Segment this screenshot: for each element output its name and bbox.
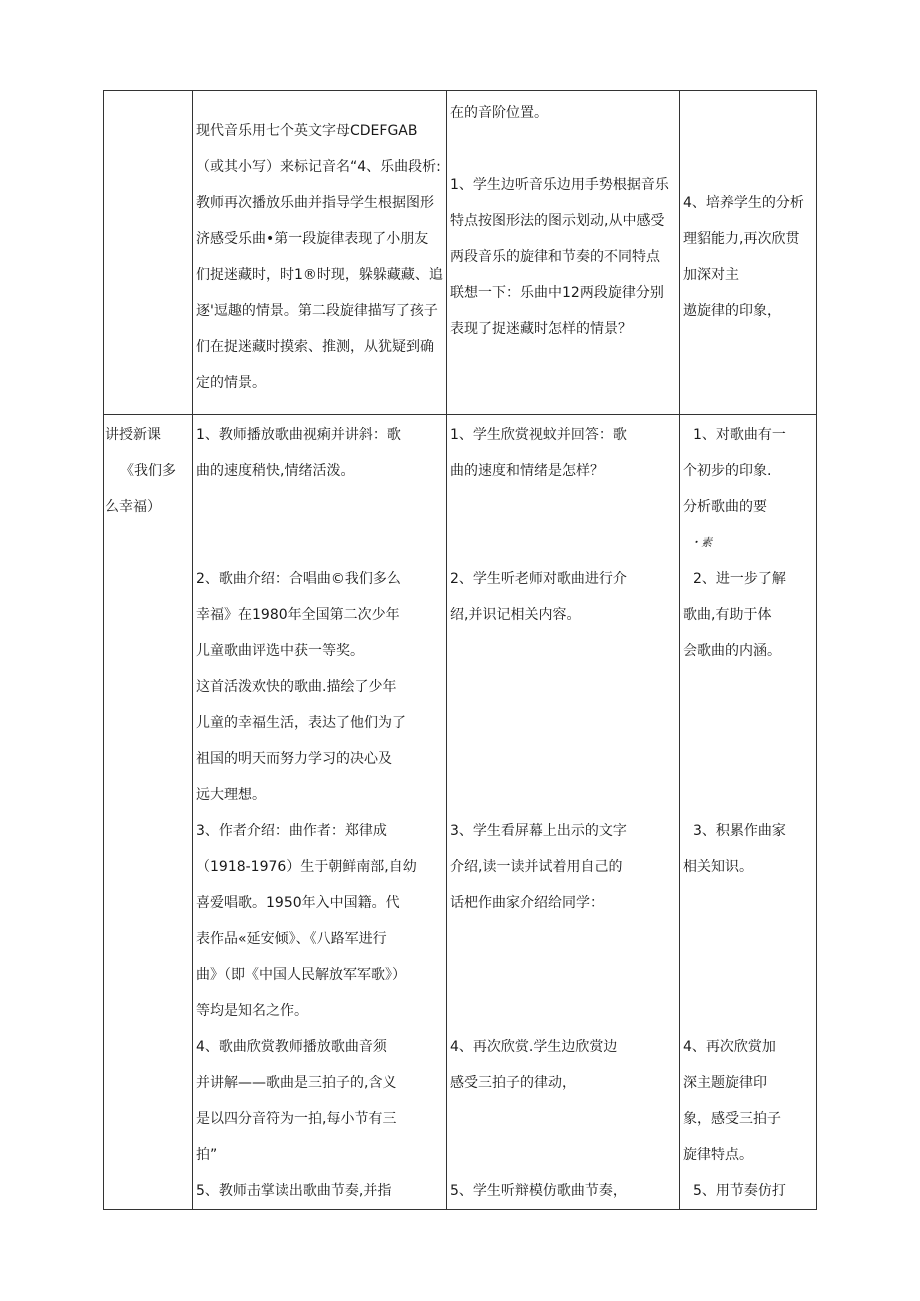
text-line: 绍,并识记相关内容。 [450, 607, 581, 623]
text-line: 联想一下：乐曲中12两段旋律分别 [450, 285, 664, 301]
text-line: 幸福》在1980年全国第二次少年 [196, 607, 400, 623]
text-line: 特点按图形法的图示划动,从中感受 [450, 213, 665, 229]
text-line: 介绍,读一读并试着用自己的 [450, 859, 623, 875]
text-line: 象，感受三拍子 [683, 1111, 781, 1127]
text-line: 相关知识。 [683, 859, 753, 875]
text-line: 并讲解——歌曲是三拍子的,含义 [196, 1075, 397, 1091]
text-line: 1、教师播放歌曲视痢并讲斜：歌 [196, 427, 401, 443]
text-line: 远大理想。 [196, 787, 266, 803]
text-line: 讲授新课 [105, 427, 161, 443]
text-line: 加深对主 [683, 267, 739, 283]
text-line: 1、对歌曲有一 [693, 427, 786, 443]
text-line: 5、学生听辩模仿歌曲节奏， [450, 1183, 627, 1199]
text-line: 教师再次播放乐曲并指导学生根据图形 [196, 195, 434, 211]
text-line: 5、用节奏仿打 [693, 1183, 786, 1199]
text-line: 现代音乐用七个英文字母CDEFGAB [196, 123, 418, 139]
text-line: 3、学生看屏幕上出示的文字 [450, 823, 627, 839]
text-line: 表现了捉迷藏时怎样的情景？ [450, 321, 632, 337]
table-border-right [816, 90, 817, 1210]
text-line: 济感受乐曲•第一段旋律表现了小朋友 [196, 231, 429, 247]
text-line: 这首活泼欢快的歌曲.描绘了少年 [196, 679, 397, 695]
text-line: 曲的速度稍快,情绪活泼。 [196, 463, 355, 479]
text-line: 两段音乐的旋律和节奏的不同特点 [450, 249, 660, 265]
text-line: 3、积累作曲家 [693, 823, 786, 839]
text-line: 《我们多 [120, 463, 176, 479]
text-line: 定的情景。 [196, 375, 266, 391]
table-border-top [103, 90, 817, 91]
text-line: 2、歌曲介绍：合唱曲©我们多么 [196, 571, 401, 587]
text-line: 歌曲,有助于体 [683, 607, 772, 623]
text-line: 1、学生边听音乐边用手势根据音乐 [450, 177, 669, 193]
text-line: 儿童歌曲评选中获一等奖。 [196, 643, 364, 659]
text-line: 曲的速度和情绪是怎样？ [450, 463, 604, 479]
text-line: 们在捉迷藏时摸索、推测，从犹疑到确 [196, 339, 434, 355]
text-line: ・素 [690, 536, 712, 549]
text-line: （或其小写）来标记音名“4、乐曲段析: [196, 159, 441, 175]
text-line: 儿童的幸福生活，表达了他们为了 [196, 715, 406, 731]
text-line: 在的音阶位置。 [450, 105, 548, 121]
text-line: 分析歌曲的要 [683, 499, 767, 515]
text-line: 个初步的印象. [683, 463, 772, 479]
text-line: 遨旋律的印象， [683, 303, 781, 319]
text-line: 1、学生欣赏视蚊并回答：歌 [450, 427, 627, 443]
text-line: 拍” [196, 1147, 218, 1163]
text-line: 祖国的明天而努力学习的决心及 [196, 751, 392, 767]
column-divider-2 [446, 90, 447, 1210]
text-line: 5、教师击掌读出歌曲节奏,并指 [196, 1183, 392, 1199]
text-line: 理貂能力,再次欣贯 [683, 231, 800, 247]
text-line: 曲》（即《中国人民解放军军歌》） [196, 967, 406, 983]
text-line: 4、再次欣赏加 [683, 1039, 776, 1055]
table-border-left [103, 90, 104, 1210]
text-line: 2、学生听老师对歌曲进行介 [450, 571, 627, 587]
row-divider [103, 414, 817, 415]
text-line: 2、进一步了解 [693, 571, 786, 587]
column-divider-1 [192, 90, 193, 1210]
text-line: 等均是知名之作。 [196, 1003, 308, 1019]
text-line: 们捉迷藏时，时1®时现，躲躲藏藏、追 [196, 267, 443, 283]
column-divider-3 [679, 90, 680, 1210]
text-line: 3、作者介绍：曲作者：郑律成 [196, 823, 387, 839]
text-line: 表作品«延安倾》、《八路军进行 [196, 931, 387, 947]
text-line: 会歌曲的内涵。 [683, 643, 781, 659]
text-line: 旋律特点。 [683, 1147, 753, 1163]
text-line: 话杷作曲家介绍给同学： [450, 895, 604, 911]
text-line: 4、歌曲欣赏教师播放歌曲音须 [196, 1039, 387, 1055]
text-line: 是以四分音符为一拍,每小节有三 [196, 1111, 397, 1127]
text-line: （1918-1976）生于朝鲜南部,自幼 [196, 859, 417, 875]
table-border-bottom [103, 1209, 817, 1210]
text-line: 喜爱唱歌。1950年入中国籍。代 [196, 895, 400, 911]
text-line: 4、再次欣赏.学生边欣赏边 [450, 1039, 618, 1055]
text-line: 么幸福） [105, 499, 161, 515]
text-line: 4、培养学生的分析 [683, 195, 804, 211]
text-line: 逐'逗趣的情景。第二段旋律描写了孩子 [196, 303, 438, 319]
text-line: 感受三拍子的律动， [450, 1075, 576, 1091]
text-line: 深主题旋律印 [683, 1075, 767, 1091]
